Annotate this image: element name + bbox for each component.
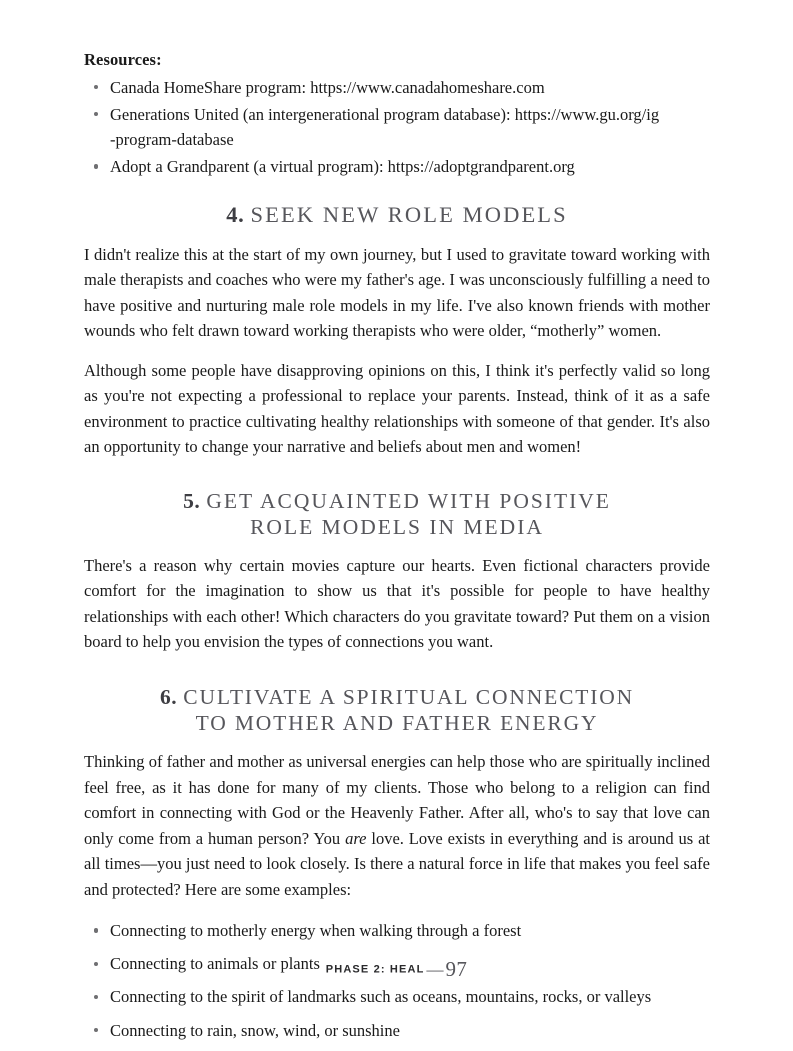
list-item-text: Canada HomeShare program: https://www.canadahomeshare.com xyxy=(110,77,545,97)
footer-dash: — xyxy=(426,959,444,979)
section-heading-6 xyxy=(84,684,710,736)
list-item-text: Connecting to motherly energy when walking through a forest xyxy=(110,921,522,941)
paragraph-text-after-emphasis: love. Love exists in everything and is around us at all times—you just need to look closely. Is there a natural force in life that makes you feel safe and protected? Here are some examples: xyxy=(84,828,711,899)
section-6-paragraph-1 xyxy=(84,749,710,902)
footer-section-label: PHASE 2: HEAL xyxy=(325,963,425,976)
bullet-dot-icon xyxy=(94,928,98,932)
list-item-text: Connecting to the spirit of landmarks such as oceans, mountains, rocks, or valleys xyxy=(110,987,652,1007)
section-number: 6. xyxy=(159,684,184,709)
bullet-dot-icon xyxy=(94,1028,98,1032)
list-item-text: Generations United (an intergenerational program database): https://www.gu.org/ig xyxy=(110,105,660,124)
section-5-paragraph-1: There's a reason why certain movies capture our hearts. Even fictional characters provide comfort for the imagination to show us that it's possible for people to have healthy relationships with each other! Which characters do you gravitate toward? Put them on a vision board to help you envision the types of connections you want. xyxy=(84,555,710,652)
section-heading-5-line1 xyxy=(84,488,710,514)
resources-title: Resources: xyxy=(84,50,162,69)
list-item-text: Connecting to animals or plants xyxy=(110,954,320,974)
resources-block xyxy=(84,48,710,179)
section-title-text: CULTIVATE A SPIRITUAL CONNECTION xyxy=(183,684,635,709)
section-heading-5-line2: ROLE MODELS IN MEDIA xyxy=(250,514,544,539)
section-heading-5 xyxy=(84,488,710,540)
section-heading-6-line2: TO MOTHER AND FATHER ENERGY xyxy=(195,711,599,736)
resources-list xyxy=(84,75,710,179)
page-footer xyxy=(0,957,793,982)
list-item xyxy=(84,75,710,100)
list-item xyxy=(84,1018,710,1043)
bullet-dot-icon xyxy=(94,85,98,89)
list-item xyxy=(84,918,710,943)
section-heading-4 xyxy=(84,201,710,228)
section-heading-6-line1 xyxy=(84,684,710,710)
section-title-text: SEEK NEW ROLE MODELS xyxy=(250,202,568,228)
paragraph-text-before-emphasis: Thinking of father and mother as universal energies can help those who are spiritually inclined feel free, as it has done for many of my clients. Those who belong to a religion can find comfort in connecting with God or the Heavenly Father. After all, who's to say that love can only come from a human person? You xyxy=(84,752,710,848)
list-item xyxy=(84,984,710,1009)
section-number: 5. xyxy=(183,488,207,513)
section-heading-4-line1 xyxy=(84,201,710,228)
list-item-text: Adopt a Grandparent (a virtual program): https://adoptgrandparent.org xyxy=(110,157,575,177)
page-number: 97 xyxy=(445,957,468,981)
section-4-paragraph-1: I didn't realize this at the start of my own journey, but I used to gravitate toward working with male therapists and coaches who were my father's age. I was unconsciously fulfilling a need to have positive and nurturing male role models in my life. I've also known friends with mother wounds who felt drawn toward working therapists who were older, “motherly” women. xyxy=(84,244,710,341)
list-item-text-continued: -program-database xyxy=(110,130,234,150)
page-content xyxy=(84,48,710,1051)
bullet-dot-icon xyxy=(94,164,98,168)
section-title-text: GET ACQUAINTED WITH POSITIVE xyxy=(206,488,611,513)
bullet-dot-icon xyxy=(94,112,98,116)
list-item-text: Connecting to rain, snow, wind, or sunshine xyxy=(110,1020,400,1040)
section-4-paragraph-2: Although some people have disapproving opinions on this, I think it's perfectly valid so long as you're not expecting a professional to replace your parents. Instead, think of it as a safe environment to practice cultivating healthy relationships with someone of that gender. It's also an opportunity to change your narrative and beliefs about men and women! xyxy=(84,360,710,457)
emphasized-word: are xyxy=(345,828,367,848)
list-item xyxy=(84,154,710,179)
section-number: 4. xyxy=(226,202,251,228)
bullet-dot-icon xyxy=(94,995,98,999)
list-item xyxy=(84,102,710,152)
